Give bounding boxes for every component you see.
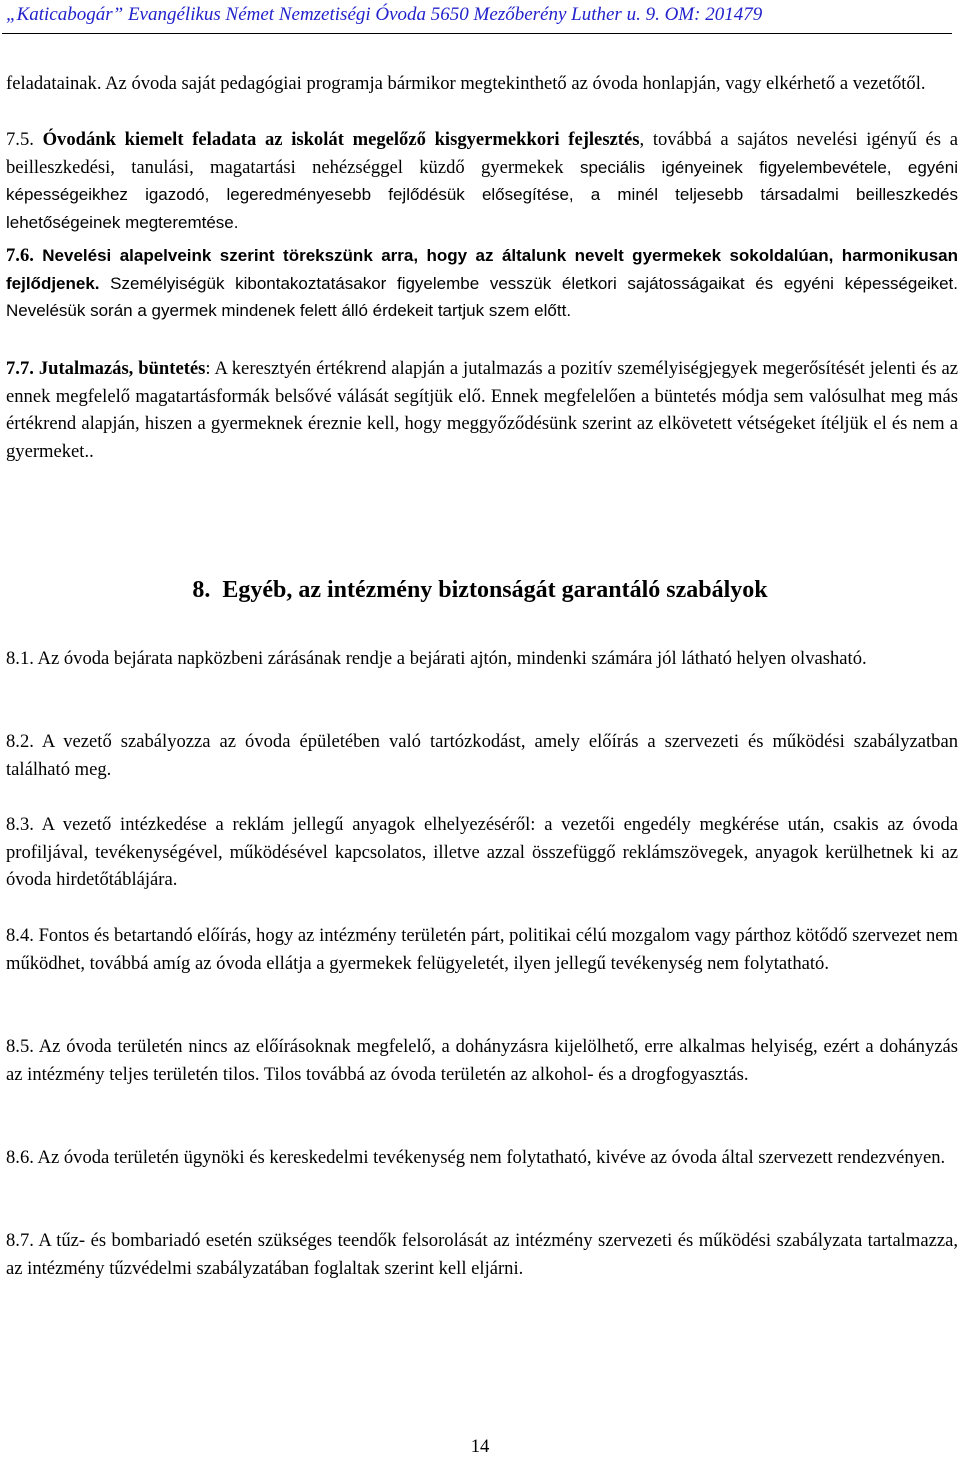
rule-number: 8.2. — [6, 731, 34, 752]
item-emphasis: Óvodánk kiemelt feladata az iskolát megelőző kisgyermekkori fejlesztés — [42, 129, 640, 150]
rule-number: 8.7. — [6, 1230, 34, 1251]
rule-text: A vezető szabályozza az óvoda épületében való tartózkodást, amely előírás a szervezeti és működési szabályzatban található meg. — [6, 731, 959, 780]
rule-8-1 — [6, 645, 958, 673]
rule-8-6 — [6, 1144, 958, 1172]
rule-number: 8.4. — [6, 925, 34, 946]
rule-text: Fontos és betartandó előírás, hogy az intézmény területén párt, politikai célú mozgalom vagy párthoz kötődő szervezet nem működhet, továbbá amíg az óvoda ellátja a gyermekek felügyeletét, ilyen jellegű tevékenység nem folytatható. — [6, 925, 958, 974]
rule-8-2 — [6, 728, 958, 783]
rule-text: A vezető intézkedése a reklám jellegű anyagok elhelyezéséről: a vezetői engedély megkérése után, csakis az óvoda profiljával, tevékenységével, működésével kapcsolatos, illetve azzal összefüggő reklámszövegek, anyagok kerülhetnek ki az óvoda hirdetőtáblájára. — [6, 814, 959, 891]
header-divider — [2, 33, 952, 34]
item-emphasis: Jutalmazás, büntetés — [38, 358, 206, 379]
rule-number: 8.3. — [6, 814, 34, 835]
rule-8-3 — [6, 811, 958, 894]
rule-number: 8.1. — [6, 648, 34, 669]
rule-text: Az óvoda területén ügynöki és kereskedelmi tevékenység nem folytatható, kivéve az óvoda által szervezett rendezvényen. — [37, 1147, 946, 1168]
item-text: Személyiségük kibontakoztatásakor figyelembe vesszük életkori sajátosságaikat és egyéni képességeiket. Nevelésük során a gyermek mindenek felett álló érdekeit tartjuk szem előtt. — [6, 273, 958, 321]
paragraph-7-7 — [6, 355, 958, 465]
paragraph-7-6 — [6, 242, 958, 325]
page-number: 14 — [470, 1436, 490, 1457]
rule-number: 8.6. — [6, 1147, 34, 1168]
item-emphasis: Nevelési alapelveink szerint törekszünk arra, hogy az általunk nevelt gyermekek sokoldalúan, harmonikusan fejlődjenek. — [6, 246, 959, 293]
item-text: , továbbá a sajátos nevelési igényű és a beilleszkedési, tanulási, magatartási nehézséggel küzdő gyermekek — [6, 129, 958, 178]
item-text-sans: speciális igényeinek figyelembevétele, egyéni képességeikhez igazodó, legeredményesebb fejlődésük elősegítése, a minél teljesebb társadalmi beilleszkedés lehetőségeinek megteremtése. — [6, 157, 958, 232]
item-number: 7.7. — [6, 358, 34, 379]
rule-8-4 — [6, 922, 958, 977]
section-number: 8. — [192, 577, 211, 603]
rule-text: Az óvoda bejárata napközbeni zárásának rendje a bejárati ajtón, mindenki számára jól látható helyen olvasható. — [37, 648, 867, 669]
page-header: „Katicabogár” Evangélikus Német Nemzetiségi Óvoda 5650 Mezőberény Luther u. 9. OM: 201479 — [6, 4, 763, 25]
rule-text: A tűz- és bombariadó esetén szükséges teendők felsorolását az intézmény szervezeti és működési szabályzata tartalmazza, az intézmény tűzvédelmi szabályzatában foglaltak szerint kell eljárni. — [6, 1230, 959, 1279]
rule-number: 8.5. — [6, 1036, 34, 1057]
item-number: 7.6. — [6, 245, 34, 266]
continuation-paragraph: feladatainak. Az óvoda saját pedagógiai programja bármikor megtekinthető az óvoda honlapján, vagy elkérhető a vezetőtől. — [6, 73, 926, 94]
section-heading — [0, 577, 960, 604]
rule-8-7 — [6, 1227, 958, 1282]
rule-text: Az óvoda területén nincs az előírásoknak megfelelő, a dohányzásra kijelölhető, erre alkalmas helyiség, ezért a dohányzás az intézmény teljes területén tilos. Tilos továbbá az óvoda területén az alkohol- és a drogfogyasztás. — [6, 1036, 959, 1085]
rule-8-5 — [6, 1033, 958, 1088]
item-number: 7.5. — [6, 129, 34, 150]
item-text: : A keresztyén értékrend alapján a jutalmazás a pozitív személyiségjegyek megerősítését jelenti és az ennek megfelelő magatartásformák belsővé válását segítjük elő. Ennek megfelelően a büntetés módja sem valósulhat meg más értékrend alapján, hiszen a gyermeknek éreznie kell, hogy meggyőződésünk szerint az elkövetett vétségeket ítéljük el és nem a gyermeket.. — [6, 358, 958, 462]
paragraph-7-5 — [6, 126, 958, 236]
section-title-text: Egyéb, az intézmény biztonságát garantáló szabályok — [222, 577, 768, 603]
